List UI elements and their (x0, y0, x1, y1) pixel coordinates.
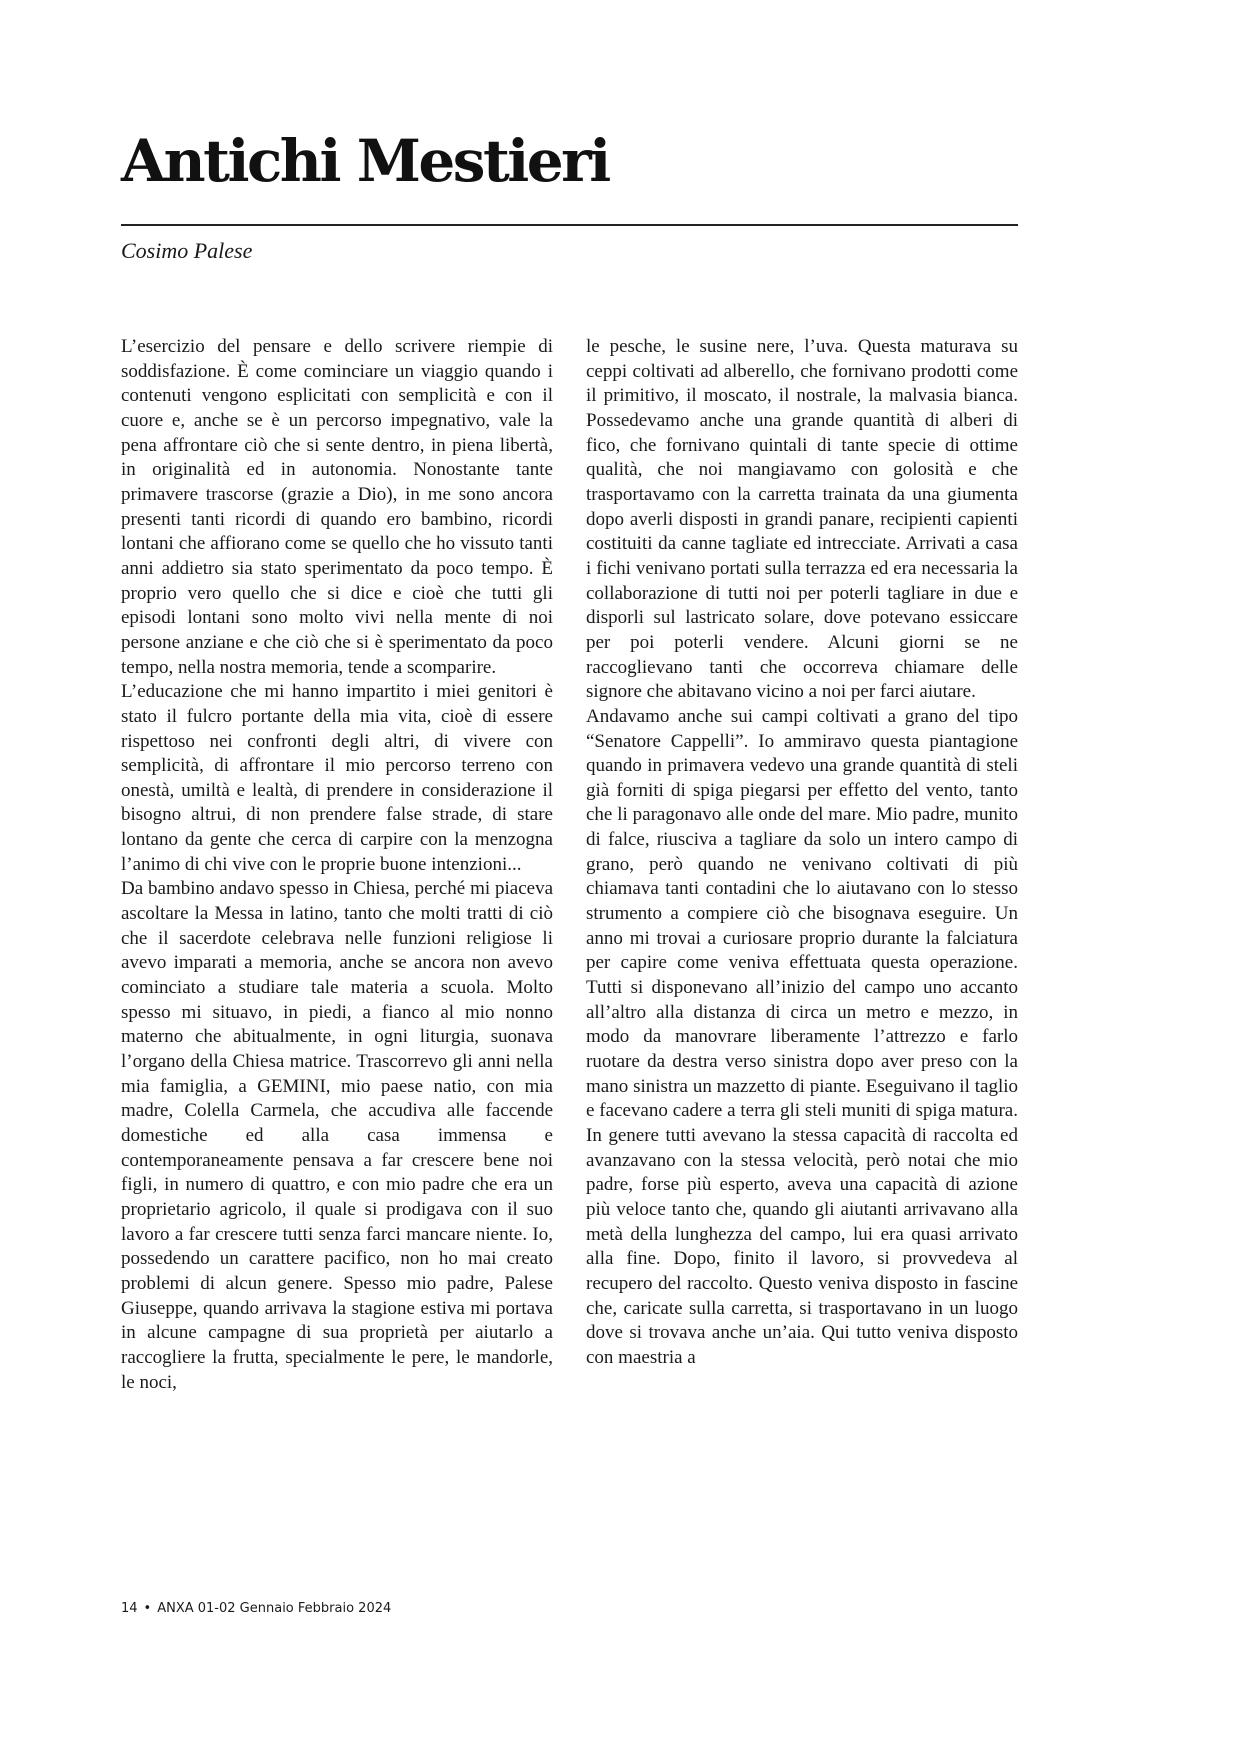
left-column (121, 335, 553, 1395)
right-column (586, 335, 1018, 1371)
page-footer (121, 1600, 391, 1618)
paragraph: L’esercizio del pensare e dello scrivere riempie di soddisfazione. È come cominciare un viaggio quando i contenuti vengono esplicitati con semplicità e con il cuore e, anche se è un percorso impegnativo, vale la pena affrontare ciò che si sente dentro, in piena libertà, in originalità ed in autonomia. Nonostante tante primavere trascorse (grazie a Dio), in me sono ancora presenti tanti ricordi di quando ero bambino, ricordi lontani che affiorano come se quello che ho vissuto tanti anni addietro sia stato sperimentato da poco tempo. È proprio vero quello che si dice e cioè che tutti gli episodi lontani sono molto vivi nella mente di noi persone anziane e che ciò che si è sperimentato da poco tempo, nella nostra memoria, tende a scomparire. (121, 336, 553, 678)
article-title: Antichi Mestieri (121, 127, 609, 195)
paragraph: Da bambino andavo spesso in Chiesa, perché mi piaceva ascoltare la Messa in latino, tanto che molti tratti di ciò che il sacerdote celebrava nelle funzioni religiose li avevo imparati a memoria, anche se ancora non avevo cominciato a studiare tale materia a scuola. Molto spesso mi situavo, in piedi, a fianco al mio nonno materno che abitualmente, in ogni liturgia, suonava l’organo della Chiesa matrice. Trascorrevo gli anni nella mia famiglia, a GEMINI, mio paese natio, con mia madre, Colella Carmela, che accudiva alle faccende domestiche ed alla casa immensa e contemporaneamente pensava a far crescere bene noi figli, in numero di quattro, e con mio padre che era un proprietario agricolo, il quale si prodigava con il suo lavoro a far crescere tutti senza farci mancare niente. Io, possedendo un carattere pacifico, non ho mai creato problemi di alcun genere. Spesso mio padre, Palese Giuseppe, quando arrivava la stagione estiva mi portava in alcune campagne di sua proprietà per aiutarlo a raccogliere la frutta, specialmente le pere, le mandorle, le noci, (121, 878, 553, 1393)
publication-info: ANXA 01-02 Gennaio Febbraio 2024 (157, 1601, 392, 1616)
title-divider (121, 224, 1018, 226)
paragraph: L’educazione che mi hanno impartito i miei genitori è stato il fulcro portante della mia vita, cioè di essere rispettoso nei confronti degli altri, di vivere con semplicità, di affrontare il mio percorso terreno con onestà, umiltà e lealtà, di prendere in considerazione il bisogno altrui, di non prendere false strade, di stare lontano da gente che cerca di carpire con la menzogna l’animo di chi vive con le proprie buone intenzioni... (121, 681, 553, 875)
paragraph: le pesche, le susine nere, l’uva. Questa maturava su ceppi coltivati ad alberello, che fornivano prodotti come il primitivo, il moscato, il nostrale, la malvasia bianca. Possedevamo anche una grande quantità di alberi di fico, che fornivano quintali di tante specie di ottime qualità, che noi mangiavamo con golosità e che trasportavamo con la carretta trainata da una giumenta dopo averli disposti in grandi panare, recipienti capienti costituiti da canne tagliate ed intrecciate. Arrivati a casa i fichi venivano portati sulla terrazza ed era necessaria la collaborazione di tutti noi per poterli tagliare in due e disporli sul lastricato solare, dove potevano essiccare per poi poterli vendere. Alcuni giorni se ne raccoglievano tanti che occorreva chiamare delle signore che abitavano vicino a noi per farci aiutare. (586, 336, 1018, 703)
page-number: 14 (121, 1601, 138, 1616)
footer-separator: • (143, 1601, 152, 1616)
article-author: Cosimo Palese (121, 238, 253, 263)
paragraph: Andavamo anche sui campi coltivati a grano del tipo “Senatore Cappelli”. Io ammiravo questa piantagione quando in primavera vedevo una grande quantità di steli già forniti di spiga piegarsi per effetto del vento, tanto che li paragonavo alle onde del mare. Mio padre, munito di falce, riusciva a tagliare da solo un intero campo di grano, però quando ne venivano coltivati di più chiamava tanti contadini che lo aiutavano con lo stesso strumento a compiere ciò che bisognava eseguire. Un anno mi trovai a curiosare proprio durante la falciatura per capire come veniva effettuata questa operazione. Tutti si disponevano all’inizio del campo uno accanto all’altro alla distanza di circa un metro e mezzo, in modo da manovrare liberamente l’attrezzo e farlo ruotare da destra verso sinistra dopo aver preso con la mano sinistra un mazzetto di piante. Eseguivano il taglio e facevano cadere a terra gli steli muniti di spiga matura. In genere tutti avevano la stessa capacità di raccolta ed avanzavano con la stessa velocità, però notai che mio padre, forse più esperto, aveva una capacità di azione più veloce tanto che, quando gli aiutanti arrivavano alla metà della lunghezza del campo, lui era quasi arrivato alla fine. Dopo, finito il lavoro, si provvedeva al recupero del raccolto. Questo veniva disposto in fascine che, caricate sulla carretta, si trasportavano in un luogo dove si trovava anche un’aia. Qui tutto veniva disposto con maestria a (586, 705, 1018, 1368)
